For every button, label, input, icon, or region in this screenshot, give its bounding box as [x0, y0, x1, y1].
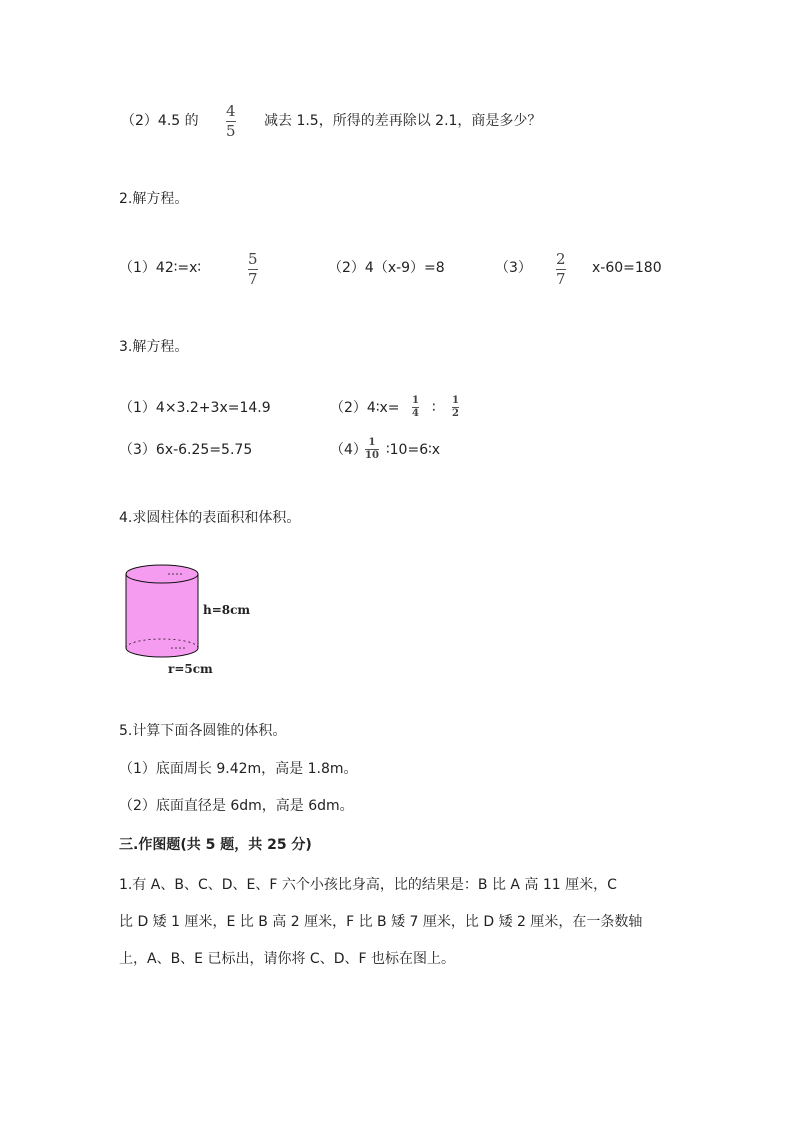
eq3-2-colon: ∶ — [432, 400, 436, 416]
fraction-numerator: 5 — [248, 250, 258, 268]
fraction-2-7 — [556, 252, 566, 287]
cone-problem-1: （1）底面周长 9.42m，高是 1.8m。 — [119, 761, 358, 777]
section-2-heading: 2.解方程。 — [119, 191, 189, 207]
fraction-numerator: 1 — [412, 395, 419, 406]
fraction-numerator: 1 — [368, 437, 376, 448]
section-3-drawing-heading: 三.作图题(共 5 题，共 25 分) — [119, 837, 312, 853]
fraction-1-2 — [452, 396, 459, 419]
section-3-heading: 3.解方程。 — [119, 339, 189, 355]
eq3-2-prefix: （2）4∶x= — [330, 400, 400, 416]
fraction-denominator: 5 — [226, 122, 236, 140]
fraction-denominator: 4 — [412, 408, 419, 419]
eq2-1-prefix: （1）42∶=x∶ — [119, 260, 202, 276]
height-label: h=8cm — [203, 603, 251, 617]
radius-label: r=5cm — [168, 662, 213, 676]
problem-line-2: 比 D 矮 1 厘米，E 比 B 高 2 厘米，F 比 B 矮 7 厘米，比 D 矮 2 厘米，在一条数轴 — [119, 914, 643, 930]
fraction-denominator: 7 — [556, 270, 566, 288]
eq2-3-prefix: （3） — [495, 260, 532, 276]
eq2-3-suffix: x-60=180 — [592, 260, 662, 276]
problem-line-3: 上，A、B、E 已标出，请你将 C、D、F 也标在图上。 — [119, 951, 455, 967]
problem-line-1: 1.有 A、B、C、D、E、F 六个小孩比身高，比的结果是：B 比 A 高 11 厘米，C — [119, 877, 617, 893]
q2-prefix: （2）4.5 的 — [121, 113, 199, 129]
fraction-4-5 — [226, 104, 236, 139]
fraction-numerator: 1 — [452, 395, 459, 406]
section-5-heading: 5.计算下面各圆锥的体积。 — [119, 723, 287, 739]
cylinder-body — [126, 574, 198, 657]
fraction-denominator: 2 — [452, 408, 459, 419]
eq3-1: （1）4×3.2+3x=14.9 — [119, 400, 271, 416]
eq2-2: （2）4（x-9）=8 — [328, 260, 445, 276]
fraction-5-7 — [248, 252, 258, 287]
fraction-numerator: 4 — [226, 102, 236, 120]
eq3-4-suffix: ∶10=6∶x — [386, 442, 441, 458]
cone-problem-2: （2）底面直径是 6dm，高是 6dm。 — [119, 798, 354, 814]
cylinder-figure — [120, 562, 210, 662]
q2-suffix: 减去 1.5，所得的差再除以 2.1，商是多少？ — [264, 113, 542, 129]
fraction-denominator: 10 — [365, 450, 379, 461]
fraction-numerator: 2 — [556, 250, 566, 268]
eq3-3: （3）6x-6.25=5.75 — [119, 442, 253, 458]
fraction-denominator: 7 — [248, 270, 258, 288]
fraction-1-4 — [412, 396, 419, 419]
section-4-heading: 4.求圆柱体的表面积和体积。 — [119, 510, 301, 526]
eq3-4-prefix: （4） — [330, 442, 367, 458]
fraction-1-10 — [365, 438, 379, 461]
cylinder-top — [126, 565, 198, 583]
